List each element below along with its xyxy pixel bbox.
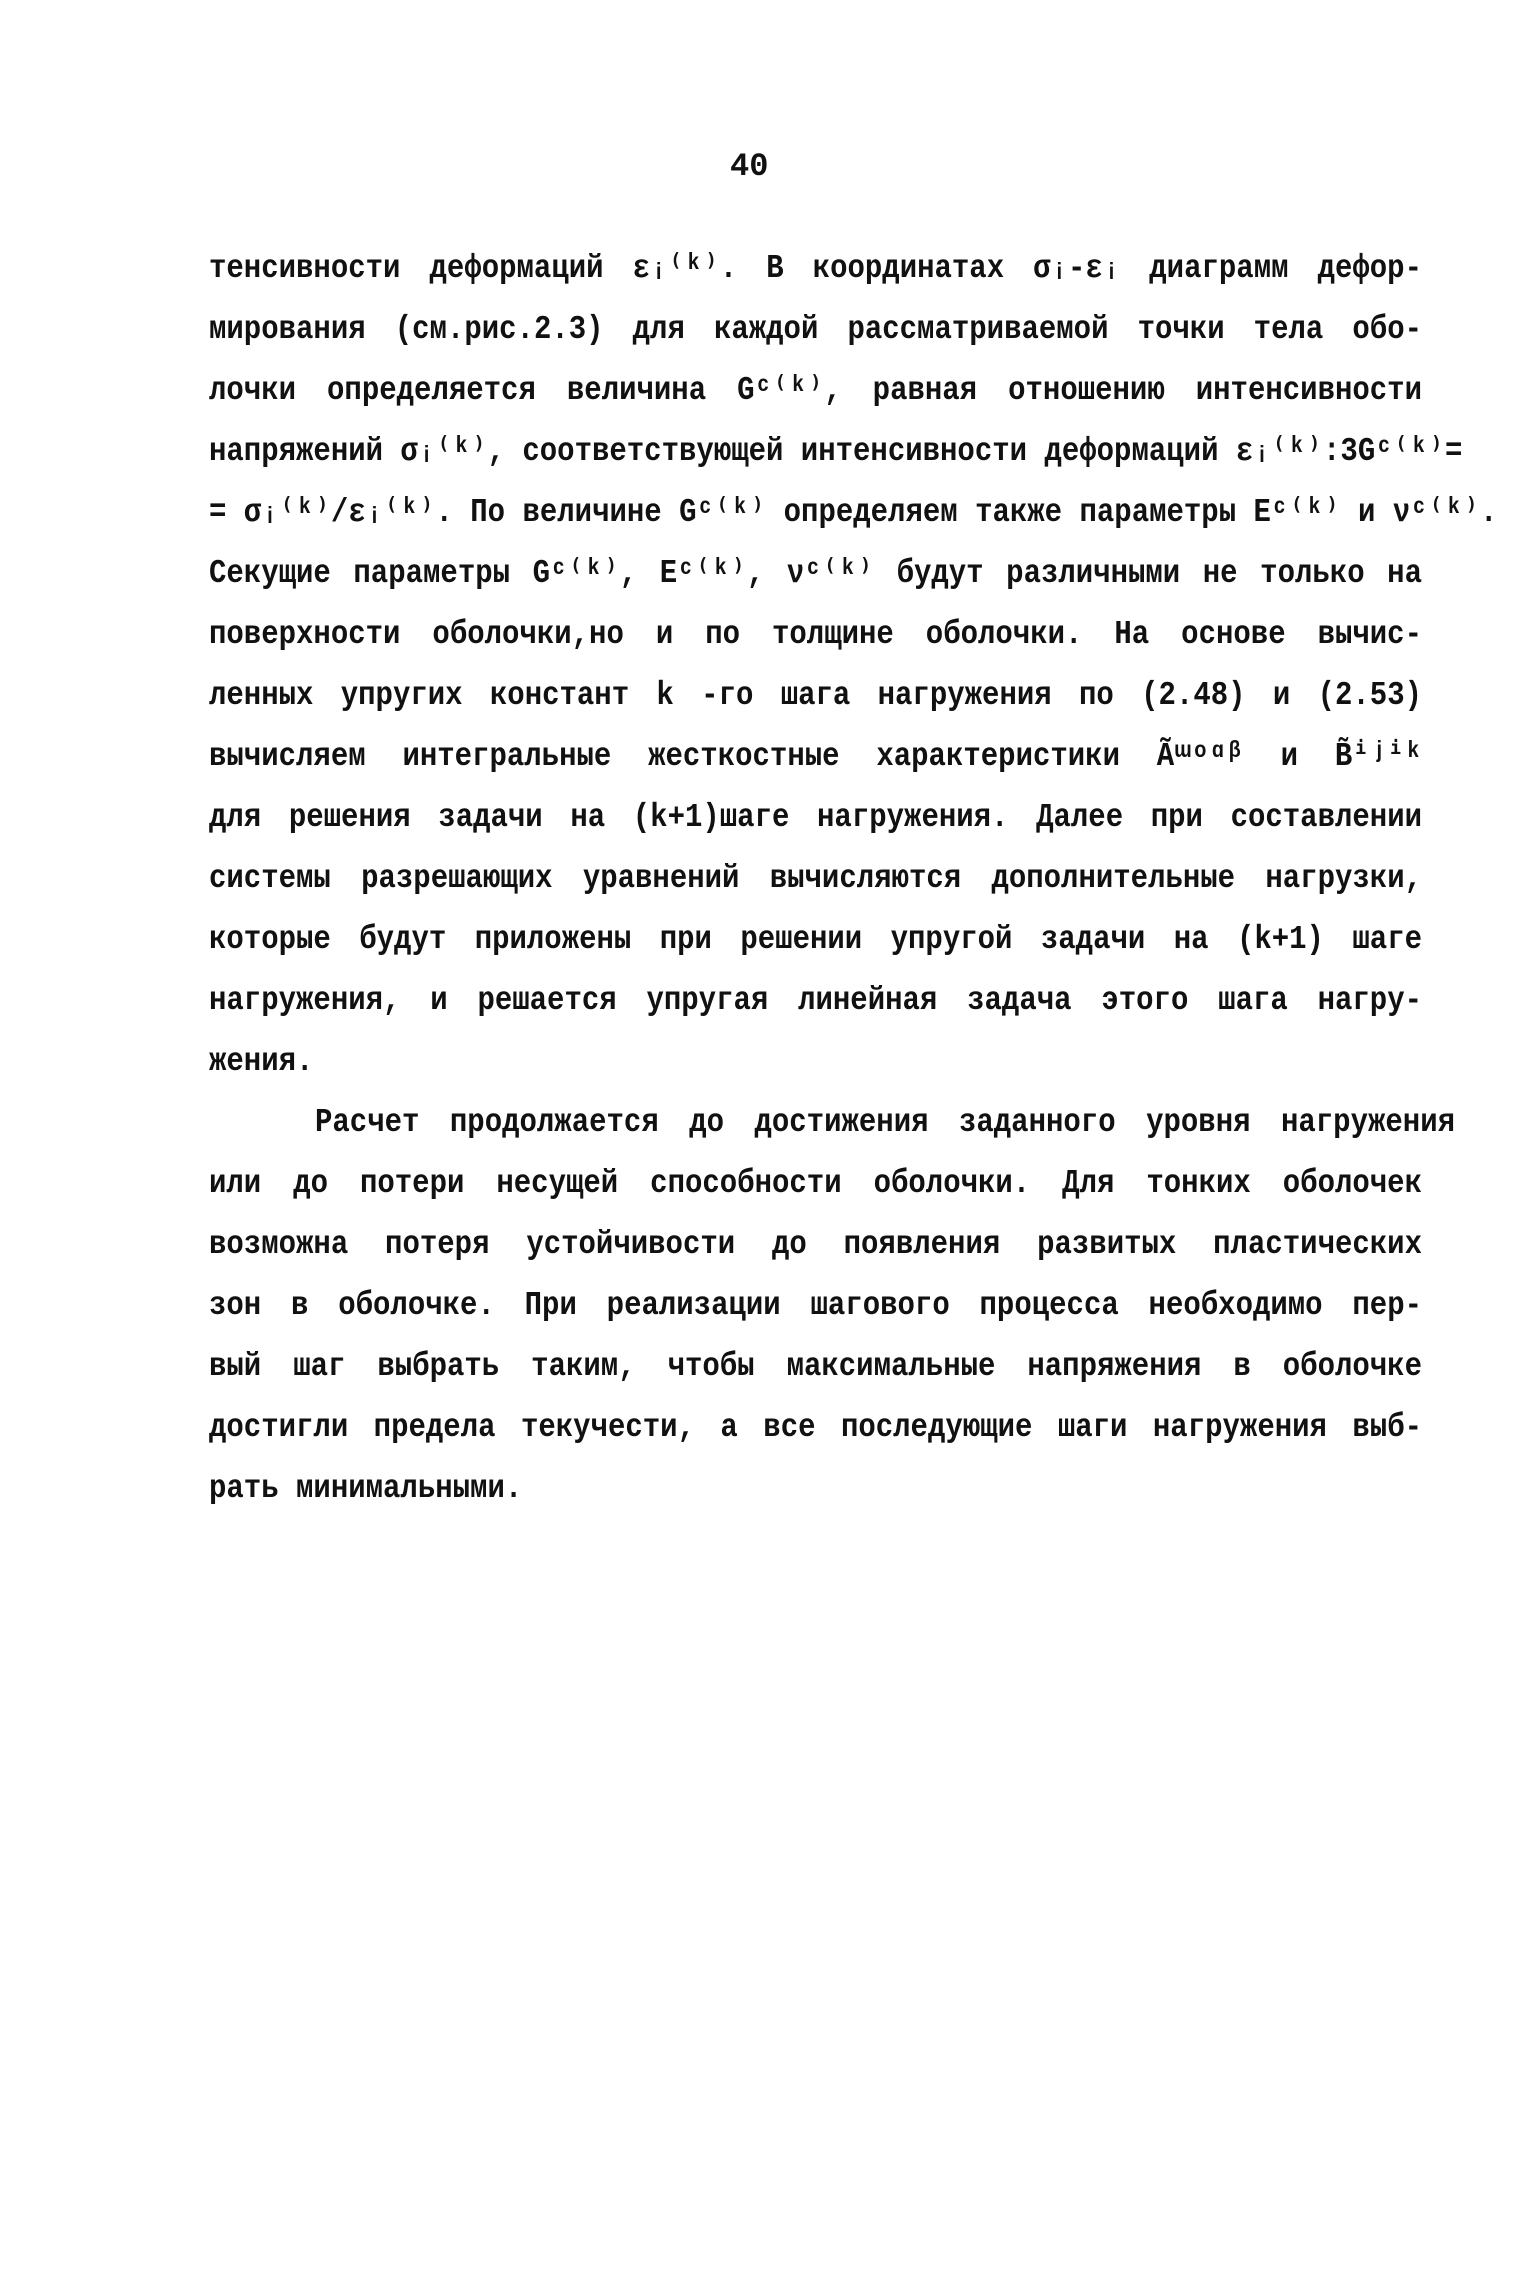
text-line: рать минимальными. [209, 1469, 523, 1508]
text-line: достигли предела текучести, а все последующие шаги нагружения выб- [209, 1408, 1422, 1447]
text-line: лочки определяется величина Gᶜ⁽ᵏ⁾, равная отношению интенсивности [209, 371, 1422, 410]
text-line: системы разрешающих уравнений вычисляются дополнительные нагрузки, [209, 859, 1422, 898]
text-line: возможна потеря устойчивости до появления развитых пластических [209, 1225, 1422, 1264]
text-line: вычисляем интегральные жесткостные характеристики Ãᵚᵒᵅᵝ и B̃ⁱʲⁱᵏ [209, 737, 1422, 776]
page-number: 40 [730, 148, 769, 185]
text-line: напряжений σᵢ⁽ᵏ⁾, соответствующей интенсивности деформаций εᵢ⁽ᵏ⁾:3Gᶜ⁽ᵏ⁾= [209, 432, 1463, 471]
text-line: или до потери несущей способности оболочки. Для тонких оболочек [209, 1164, 1422, 1203]
text-line: ленных упругих констант k -го шага нагружения по (2.48) и (2.53) [209, 676, 1422, 715]
text-line: нагружения, и решается упругая линейная задача этого шага нагру- [209, 981, 1422, 1020]
text-line: которые будут приложены при решении упругой задачи на (k+1) шаге [209, 920, 1422, 959]
text-line: зон в оболочке. При реализации шагового процесса необходимо пер- [209, 1286, 1422, 1325]
text-line: жения. [209, 1042, 314, 1081]
text-line: вый шаг выбрать таким, чтобы максимальные напряжения в оболочке [209, 1347, 1422, 1386]
text-line: тенсивности деформаций εᵢ⁽ᵏ⁾. В координатах σᵢ-εᵢ диаграмм дефор- [209, 249, 1422, 288]
text-line: мирования (см.рис.2.3) для каждой рассматриваемой точки тела обо- [209, 310, 1422, 349]
text-line: Расчет продолжается до достижения заданного уровня нагружения [315, 1103, 1455, 1142]
text-line: Секущие параметры Gᶜ⁽ᵏ⁾, Eᶜ⁽ᵏ⁾, νᶜ⁽ᵏ⁾ будут различными не только на [209, 554, 1422, 593]
text-line: для решения задачи на (k+1)шаге нагружения. Далее при составлении [209, 798, 1422, 837]
text-line: = σᵢ⁽ᵏ⁾/εᵢ⁽ᵏ⁾. По величине Gᶜ⁽ᵏ⁾ определяем также параметры Eᶜ⁽ᵏ⁾ и νᶜ⁽ᵏ⁾. [209, 493, 1498, 532]
text-line: поверхности оболочки,но и по толщине оболочки. На основе вычис- [209, 615, 1422, 654]
